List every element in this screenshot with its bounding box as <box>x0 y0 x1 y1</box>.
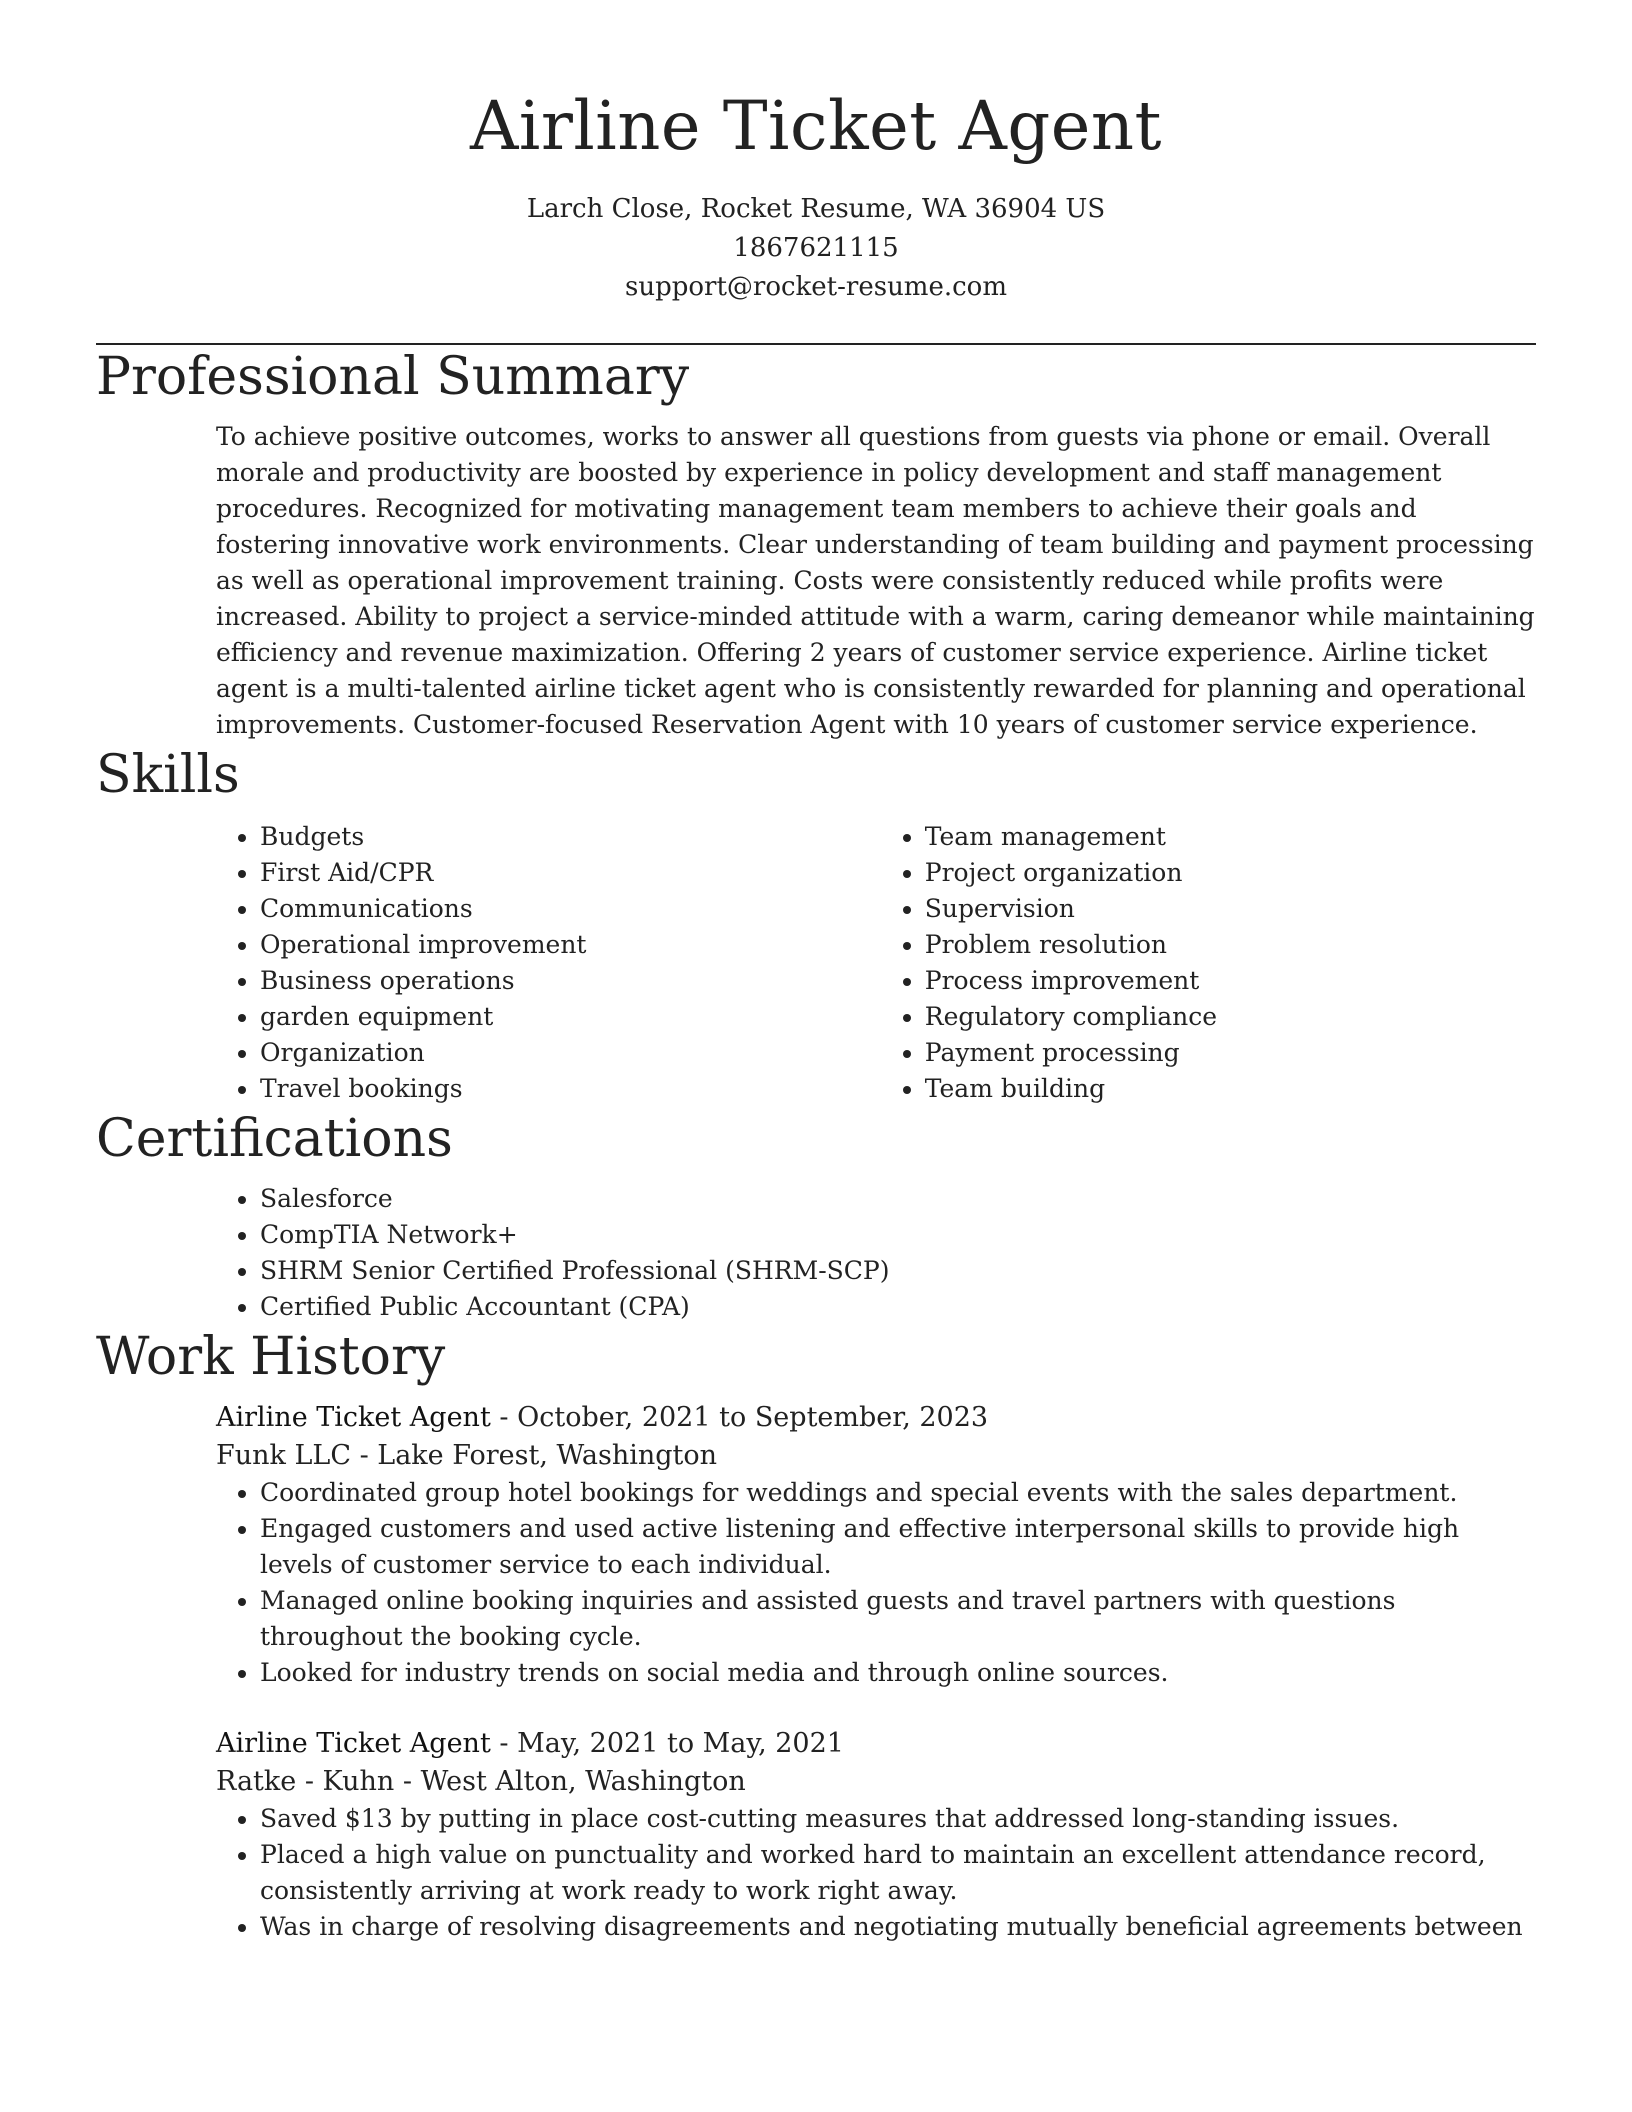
skill-item: • Team building <box>925 1071 1536 1107</box>
contact-email: support@rocket-resume.com <box>624 272 1007 302</box>
work-history-section <box>216 1399 1536 1945</box>
job-duty: • Was in charge of resolving disagreements and negotiating mutually beneficial agreements between <box>260 1909 1536 1945</box>
job-dates: - May, 2021 to May, 2021 <box>490 1728 844 1759</box>
contact-phone: 1867621115 <box>733 233 899 263</box>
skill-item: • Process improvement <box>925 963 1536 999</box>
job-dates: - October, 2021 to September, 2023 <box>490 1402 989 1433</box>
resume-header <box>96 0 1536 307</box>
skill-item: • Travel bookings <box>260 1071 881 1107</box>
job-duty: • Managed online booking inquiries and assisted guests and travel partners with questions throughout the booking cycle. <box>260 1583 1536 1655</box>
summary-section <box>216 419 1536 743</box>
skill-item: • Payment processing <box>925 1035 1536 1071</box>
job-role: Airline Ticket Agent <box>216 1728 491 1759</box>
job-location: - Lake Forest, Washington <box>350 1440 718 1471</box>
skill-item: • Budgets <box>260 819 881 855</box>
skill-item: • Communications <box>260 891 881 927</box>
work-history-heading: Work History <box>96 1327 446 1387</box>
job-title-line <box>216 1725 1536 1763</box>
certifications-list <box>216 1181 1536 1325</box>
resume-page <box>96 0 1536 1945</box>
skill-item: • First Aid/CPR <box>260 855 881 891</box>
job-entry <box>216 1725 1536 1945</box>
job-duty: • Looked for industry trends on social media and through online sources. <box>260 1655 1536 1691</box>
skill-item: • Team management <box>925 819 1536 855</box>
summary-text: To achieve positive outcomes, works to answer all questions from guests via phone or email. Overall morale and productivity are boosted by experience in policy development and staff management procedures. Recognized for motivating management team members to achieve their goals and fostering innovative work environments. Clear understanding of team building and payment processing as well as operational improvement training. Costs were consistently reduced while profits were increased. Ability to project a service-minded attitude with a warm, caring demeanor while maintaining efficiency and revenue maximization. Offering 2 years of customer service experience. Airline ticket agent is a multi-talented airline ticket agent who is consistently rewarded for planning and operational improvements. Customer-focused Reservation Agent with 10 years of customer service experience. <box>216 422 1535 739</box>
skill-item: • garden equipment <box>260 999 881 1035</box>
skill-item: • Supervision <box>925 891 1536 927</box>
job-company: Ratke - Kuhn <box>216 1766 395 1797</box>
certifications-section <box>216 1181 1536 1325</box>
skill-item: • Business operations <box>260 963 881 999</box>
job-duty: • Engaged customers and used active listening and effective interpersonal skills to provide high levels of customer service to each individual. <box>260 1511 1536 1583</box>
job-duties-list <box>216 1801 1536 1945</box>
skill-item: • Operational improvement <box>260 927 881 963</box>
job-company-line <box>216 1763 1536 1801</box>
summary-heading: Professional Summary <box>96 347 690 407</box>
skill-item: • Project organization <box>925 855 1536 891</box>
certification-item: • Certified Public Accountant (CPA) <box>260 1289 1536 1325</box>
skills-section <box>216 819 1536 1107</box>
job-title-line <box>216 1399 1536 1437</box>
job-location: - West Alton, Washington <box>394 1766 746 1797</box>
skills-heading: Skills <box>96 745 240 805</box>
certification-item: • SHRM Senior Certified Professional (SHRM-SCP) <box>260 1253 1536 1289</box>
skill-item: • Regulatory compliance <box>925 999 1536 1035</box>
job-duty: • Placed a high value on punctuality and worked hard to maintain an excellent attendance record, consistently arriving at work ready to work right away. <box>260 1837 1536 1909</box>
skill-item: • Organization <box>260 1035 881 1071</box>
certification-item: • Salesforce <box>260 1181 1536 1217</box>
job-company: Funk LLC <box>216 1440 351 1471</box>
job-role: Airline Ticket Agent <box>216 1402 491 1433</box>
contact-address: Larch Close, Rocket Resume, WA 36904 US <box>526 194 1106 224</box>
skill-item: • Problem resolution <box>925 927 1536 963</box>
job-entry <box>216 1399 1536 1691</box>
resume-name: Airline Ticket Agent <box>470 87 1162 165</box>
job-duty: • Coordinated group hotel bookings for weddings and special events with the sales department. <box>260 1475 1536 1511</box>
certifications-heading: Certifications <box>96 1109 453 1169</box>
skills-list-left <box>216 819 881 1107</box>
skills-list-right <box>881 819 1536 1107</box>
certification-item: • CompTIA Network+ <box>260 1217 1536 1253</box>
job-duty: • Saved $13 by putting in place cost-cutting measures that addressed long-standing issues. <box>260 1801 1536 1837</box>
job-duties-list <box>216 1475 1536 1691</box>
job-company-line <box>216 1437 1536 1475</box>
